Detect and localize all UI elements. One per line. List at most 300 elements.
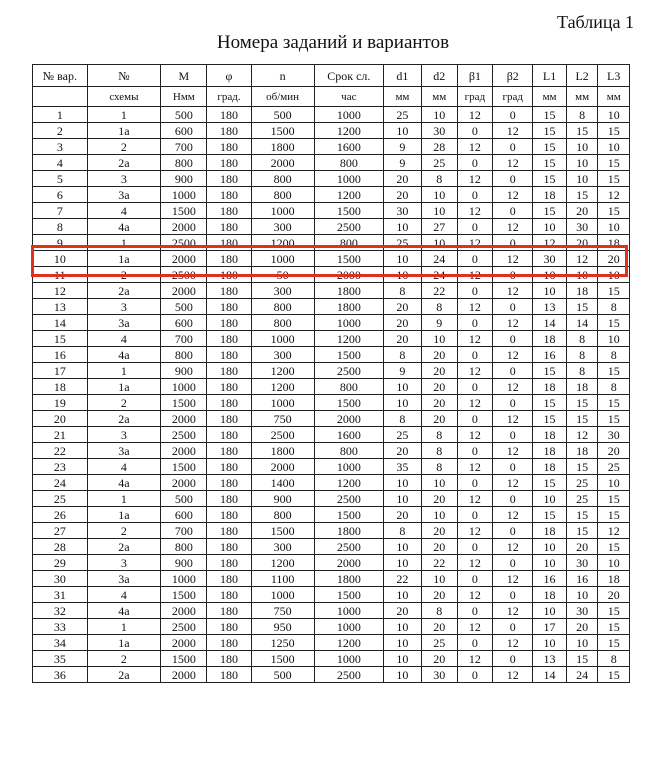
cell-d2: 20	[421, 539, 457, 555]
cell-scheme-number: 2a	[87, 155, 161, 171]
table-row	[33, 507, 630, 523]
cell-beta1: 12	[457, 523, 493, 539]
cell-moment-m: 700	[161, 523, 207, 539]
cell-l3: 18	[598, 235, 630, 251]
header-row	[33, 65, 630, 87]
cell-scheme-number: 1a	[87, 507, 161, 523]
cell-variant-number: 30	[33, 571, 88, 587]
cell-speed-n: 1500	[251, 523, 314, 539]
cell-angle-phi: 180	[207, 651, 251, 667]
cell-service-life: 1500	[314, 251, 383, 267]
cell-variant-number: 28	[33, 539, 88, 555]
cell-scheme-number: 4	[87, 459, 161, 475]
cell-variant-number: 14	[33, 315, 88, 331]
cell-service-life: 800	[314, 443, 383, 459]
cell-l3: L3	[598, 65, 630, 87]
cell-l1: мм	[533, 87, 567, 107]
cell-beta1: 0	[457, 123, 493, 139]
cell-speed-n: 300	[251, 347, 314, 363]
cell-l2: 30	[566, 219, 598, 235]
cell-service-life: 1500	[314, 347, 383, 363]
cell-scheme-number: 2	[87, 523, 161, 539]
cell-d2: 10	[421, 507, 457, 523]
cell-l2: 20	[566, 235, 598, 251]
cell-beta2: 12	[493, 219, 533, 235]
cell-d2: 20	[421, 411, 457, 427]
cell-scheme-number: 3a	[87, 315, 161, 331]
cell-l2: 10	[566, 587, 598, 603]
cell-moment-m: 2000	[161, 251, 207, 267]
table-row	[33, 475, 630, 491]
cell-d2: 20	[421, 491, 457, 507]
cell-d1: 10	[384, 539, 422, 555]
cell-beta1: 0	[457, 443, 493, 459]
cell-service-life: 2500	[314, 363, 383, 379]
cell-l2: 10	[566, 139, 598, 155]
cell-service-life: 1200	[314, 123, 383, 139]
cell-l1: 10	[533, 603, 567, 619]
cell-l3: 15	[598, 539, 630, 555]
cell-d1: 10	[384, 491, 422, 507]
cell-speed-n: 300	[251, 539, 314, 555]
cell-l1: 15	[533, 171, 567, 187]
cell-beta2: 0	[493, 299, 533, 315]
table-row	[33, 491, 630, 507]
cell-service-life: 1800	[314, 299, 383, 315]
cell-service-life: 1000	[314, 619, 383, 635]
cell-scheme-number: 2	[87, 395, 161, 411]
cell-d1: 10	[384, 587, 422, 603]
cell-beta2: 0	[493, 363, 533, 379]
cell-beta1: 0	[457, 603, 493, 619]
cell-service-life: 1600	[314, 427, 383, 443]
cell-beta1: 0	[457, 379, 493, 395]
cell-variant-number: 16	[33, 347, 88, 363]
cell-scheme-number: 3a	[87, 571, 161, 587]
cell-d1: 9	[384, 363, 422, 379]
cell-angle-phi: 180	[207, 411, 251, 427]
cell-beta1: 12	[457, 139, 493, 155]
cell-variant-number: № вар.	[33, 65, 88, 87]
cell-l3: 25	[598, 459, 630, 475]
cell-moment-m: 500	[161, 107, 207, 123]
cell-scheme-number: 4a	[87, 347, 161, 363]
cell-d1: 9	[384, 155, 422, 171]
cell-service-life: 1000	[314, 651, 383, 667]
cell-speed-n: 1200	[251, 555, 314, 571]
cell-l1: 14	[533, 315, 567, 331]
cell-d2: 8	[421, 299, 457, 315]
table-row	[33, 443, 630, 459]
cell-speed-n: 800	[251, 171, 314, 187]
table-row	[33, 315, 630, 331]
cell-moment-m: 2000	[161, 411, 207, 427]
cell-l2: 30	[566, 603, 598, 619]
cell-beta2: 0	[493, 267, 533, 283]
cell-beta1: град	[457, 87, 493, 107]
cell-moment-m: 800	[161, 539, 207, 555]
cell-d2: 10	[421, 235, 457, 251]
cell-service-life: 1500	[314, 587, 383, 603]
cell-variant-number: 17	[33, 363, 88, 379]
cell-l2: 8	[566, 107, 598, 123]
cell-d2: 8	[421, 427, 457, 443]
cell-l1: 14	[533, 667, 567, 683]
cell-moment-m: 2000	[161, 475, 207, 491]
cell-speed-n: 1800	[251, 139, 314, 155]
cell-variant-number: 33	[33, 619, 88, 635]
cell-service-life: 2000	[314, 267, 383, 283]
cell-l1: 16	[533, 571, 567, 587]
cell-service-life: 1200	[314, 635, 383, 651]
cell-service-life: 1600	[314, 139, 383, 155]
cell-l3: 10	[598, 331, 630, 347]
cell-angle-phi: 180	[207, 347, 251, 363]
cell-beta1: 0	[457, 411, 493, 427]
cell-scheme-number: 3a	[87, 443, 161, 459]
cell-beta2: 0	[493, 459, 533, 475]
cell-speed-n: 900	[251, 491, 314, 507]
cell-beta1: 12	[457, 267, 493, 283]
cell-l2: 20	[566, 539, 598, 555]
cell-d2: 20	[421, 523, 457, 539]
table-row	[33, 171, 630, 187]
cell-d1: 10	[384, 667, 422, 683]
cell-d2: 24	[421, 251, 457, 267]
cell-l3: 10	[598, 475, 630, 491]
cell-variant-number: 7	[33, 203, 88, 219]
cell-beta2: 12	[493, 411, 533, 427]
cell-angle-phi: 180	[207, 635, 251, 651]
cell-angle-phi: 180	[207, 251, 251, 267]
cell-moment-m: 1000	[161, 379, 207, 395]
cell-beta2: β2	[493, 65, 533, 87]
cell-variant-number: 5	[33, 171, 88, 187]
cell-scheme-number: 4	[87, 587, 161, 603]
cell-moment-m: 900	[161, 555, 207, 571]
cell-d1: 30	[384, 203, 422, 219]
cell-service-life: 2500	[314, 491, 383, 507]
cell-l3: 15	[598, 315, 630, 331]
cell-d1: 20	[384, 187, 422, 203]
table-row	[33, 347, 630, 363]
cell-l1: 13	[533, 651, 567, 667]
cell-beta1: 12	[457, 331, 493, 347]
cell-d1: 20	[384, 171, 422, 187]
cell-beta2: 12	[493, 507, 533, 523]
cell-variant-number: 36	[33, 667, 88, 683]
cell-l1: 10	[533, 491, 567, 507]
cell-beta2: 12	[493, 379, 533, 395]
cell-l2: 15	[566, 395, 598, 411]
cell-beta1: 0	[457, 251, 493, 267]
cell-beta2: 0	[493, 651, 533, 667]
table-row	[33, 619, 630, 635]
cell-speed-n: 1100	[251, 571, 314, 587]
cell-variant-number: 23	[33, 459, 88, 475]
cell-l3: 15	[598, 395, 630, 411]
cell-d1: 20	[384, 443, 422, 459]
cell-speed-n: 1200	[251, 235, 314, 251]
cell-scheme-number: 2	[87, 139, 161, 155]
cell-variant-number: 1	[33, 107, 88, 123]
table-row	[33, 123, 630, 139]
cell-d1: 25	[384, 427, 422, 443]
cell-variant-number: 9	[33, 235, 88, 251]
cell-l1: 15	[533, 475, 567, 491]
cell-angle-phi: 180	[207, 395, 251, 411]
cell-d2: 22	[421, 555, 457, 571]
cell-d1: 8	[384, 411, 422, 427]
cell-l1: 15	[533, 107, 567, 123]
table-row	[33, 411, 630, 427]
cell-variant-number: 29	[33, 555, 88, 571]
cell-angle-phi: 180	[207, 171, 251, 187]
table-row	[33, 203, 630, 219]
cell-speed-n: 300	[251, 219, 314, 235]
cell-l1: 16	[533, 347, 567, 363]
cell-speed-n: 800	[251, 315, 314, 331]
cell-beta2: 0	[493, 427, 533, 443]
cell-service-life: 800	[314, 235, 383, 251]
cell-l1: 10	[533, 267, 567, 283]
cell-scheme-number: 1a	[87, 251, 161, 267]
cell-d1: 8	[384, 523, 422, 539]
cell-speed-n: 50	[251, 267, 314, 283]
cell-d1: 20	[384, 507, 422, 523]
cell-d1: 20	[384, 331, 422, 347]
table-row	[33, 555, 630, 571]
cell-l2: 16	[566, 571, 598, 587]
cell-speed-n: 1250	[251, 635, 314, 651]
cell-variant-number: 6	[33, 187, 88, 203]
cell-d2: 9	[421, 315, 457, 331]
cell-service-life: 1800	[314, 283, 383, 299]
cell-l1: 13	[533, 299, 567, 315]
cell-variant-number: 22	[33, 443, 88, 459]
cell-beta1: 0	[457, 219, 493, 235]
cell-angle-phi: 180	[207, 443, 251, 459]
cell-d2: 24	[421, 267, 457, 283]
cell-scheme-number: №	[87, 65, 161, 87]
cell-angle-phi: 180	[207, 667, 251, 683]
cell-l2: 30	[566, 555, 598, 571]
cell-l1: 18	[533, 587, 567, 603]
cell-beta2: 12	[493, 635, 533, 651]
cell-moment-m: 1000	[161, 571, 207, 587]
cell-moment-m: 2000	[161, 283, 207, 299]
cell-scheme-number: 1	[87, 491, 161, 507]
table-row	[33, 299, 630, 315]
cell-d2: 10	[421, 107, 457, 123]
cell-speed-n: 1000	[251, 587, 314, 603]
cell-angle-phi: 180	[207, 427, 251, 443]
cell-moment-m: 700	[161, 139, 207, 155]
cell-d1: мм	[384, 87, 422, 107]
cell-beta1: 0	[457, 155, 493, 171]
cell-d1: 10	[384, 619, 422, 635]
cell-l3: 10	[598, 267, 630, 283]
cell-d1: 10	[384, 379, 422, 395]
cell-scheme-number: схемы	[87, 87, 161, 107]
cell-d1: 10	[384, 555, 422, 571]
cell-beta2: 0	[493, 491, 533, 507]
cell-speed-n: 1000	[251, 251, 314, 267]
cell-scheme-number: 1	[87, 107, 161, 123]
cell-l1: 18	[533, 379, 567, 395]
cell-speed-n: 800	[251, 299, 314, 315]
cell-moment-m: 500	[161, 299, 207, 315]
table-row	[33, 603, 630, 619]
cell-l1: 30	[533, 251, 567, 267]
cell-scheme-number: 1	[87, 363, 161, 379]
cell-l2: 20	[566, 203, 598, 219]
cell-speed-n: 2000	[251, 155, 314, 171]
cell-d1: 8	[384, 283, 422, 299]
cell-beta2: 0	[493, 139, 533, 155]
cell-speed-n: 1200	[251, 363, 314, 379]
cell-speed-n: 800	[251, 187, 314, 203]
cell-angle-phi: 180	[207, 155, 251, 171]
cell-beta2: 0	[493, 107, 533, 123]
cell-moment-m: 2500	[161, 267, 207, 283]
cell-service-life: 1000	[314, 107, 383, 123]
cell-variant-number	[33, 87, 88, 107]
cell-service-life: 800	[314, 155, 383, 171]
cell-d1: 10	[384, 475, 422, 491]
cell-beta2: 12	[493, 347, 533, 363]
cell-d1: 20	[384, 315, 422, 331]
cell-l3: 30	[598, 427, 630, 443]
cell-l1: 18	[533, 459, 567, 475]
cell-variant-number: 35	[33, 651, 88, 667]
cell-angle-phi: 180	[207, 619, 251, 635]
table-row	[33, 187, 630, 203]
cell-l1: 10	[533, 555, 567, 571]
cell-l2: 15	[566, 123, 598, 139]
cell-moment-m: Нмм	[161, 87, 207, 107]
cell-variant-number: 27	[33, 523, 88, 539]
cell-service-life: 1800	[314, 571, 383, 587]
cell-l2: 25	[566, 475, 598, 491]
cell-speed-n: 1000	[251, 331, 314, 347]
table-row	[33, 379, 630, 395]
table-row	[33, 363, 630, 379]
cell-l3: 10	[598, 219, 630, 235]
cell-beta1: 0	[457, 571, 493, 587]
cell-l3: 10	[598, 139, 630, 155]
cell-d1: 8	[384, 347, 422, 363]
cell-l3: 8	[598, 379, 630, 395]
cell-l3: 15	[598, 619, 630, 635]
cell-angle-phi: 180	[207, 235, 251, 251]
cell-speed-n: 1000	[251, 203, 314, 219]
cell-beta2: 12	[493, 283, 533, 299]
cell-service-life: 1500	[314, 507, 383, 523]
cell-d1: 9	[384, 139, 422, 155]
cell-speed-n: 2000	[251, 459, 314, 475]
cell-d1: 35	[384, 459, 422, 475]
cell-angle-phi: 180	[207, 379, 251, 395]
cell-l2: 25	[566, 491, 598, 507]
cell-d2: 8	[421, 459, 457, 475]
cell-variant-number: 20	[33, 411, 88, 427]
cell-l1: 15	[533, 123, 567, 139]
cell-scheme-number: 1a	[87, 379, 161, 395]
cell-l3: 15	[598, 363, 630, 379]
table-row	[33, 651, 630, 667]
cell-l3: 8	[598, 347, 630, 363]
cell-scheme-number: 2a	[87, 539, 161, 555]
cell-speed-n: 1200	[251, 379, 314, 395]
table-row	[33, 667, 630, 683]
cell-moment-m: M	[161, 65, 207, 87]
cell-variant-number: 15	[33, 331, 88, 347]
cell-angle-phi: 180	[207, 107, 251, 123]
cell-beta1: 12	[457, 619, 493, 635]
cell-speed-n: 1500	[251, 123, 314, 139]
cell-variant-number: 34	[33, 635, 88, 651]
cell-d2: 30	[421, 667, 457, 683]
cell-beta1: 12	[457, 395, 493, 411]
cell-angle-phi: 180	[207, 187, 251, 203]
cell-moment-m: 2000	[161, 603, 207, 619]
cell-service-life: 1500	[314, 395, 383, 411]
cell-service-life: 1000	[314, 315, 383, 331]
page-title: Номера заданий и вариантов	[216, 32, 450, 53]
cell-d2: 10	[421, 187, 457, 203]
cell-angle-phi: 180	[207, 283, 251, 299]
cell-variant-number: 8	[33, 219, 88, 235]
cell-l3: 15	[598, 171, 630, 187]
table-caption: Таблица 1	[557, 12, 634, 32]
table-row	[33, 219, 630, 235]
cell-moment-m: 2500	[161, 619, 207, 635]
cell-l1: 15	[533, 203, 567, 219]
cell-l1: 18	[533, 443, 567, 459]
cell-variant-number: 19	[33, 395, 88, 411]
cell-speed-n: 1500	[251, 651, 314, 667]
cell-scheme-number: 1a	[87, 123, 161, 139]
cell-d2: 10	[421, 331, 457, 347]
cell-beta2: 12	[493, 475, 533, 491]
cell-l2: 18	[566, 443, 598, 459]
cell-angle-phi: 180	[207, 603, 251, 619]
cell-l3: 20	[598, 443, 630, 459]
cell-l1: L1	[533, 65, 567, 87]
table-row	[33, 427, 630, 443]
cell-moment-m: 600	[161, 315, 207, 331]
cell-d1: 10	[384, 635, 422, 651]
cell-d2: 8	[421, 171, 457, 187]
cell-beta1: 12	[457, 203, 493, 219]
cell-beta1: 12	[457, 171, 493, 187]
cell-d2: 28	[421, 139, 457, 155]
cell-l2: 18	[566, 379, 598, 395]
cell-beta2: 0	[493, 619, 533, 635]
cell-variant-number: 32	[33, 603, 88, 619]
cell-l2: 15	[566, 651, 598, 667]
cell-l3: 8	[598, 651, 630, 667]
cell-l2: 15	[566, 523, 598, 539]
cell-beta1: 0	[457, 283, 493, 299]
cell-service-life: 2500	[314, 539, 383, 555]
cell-l2: 18	[566, 283, 598, 299]
cell-beta2: 12	[493, 667, 533, 683]
cell-beta1: 0	[457, 347, 493, 363]
cell-angle-phi: 180	[207, 507, 251, 523]
cell-beta1: 0	[457, 635, 493, 651]
